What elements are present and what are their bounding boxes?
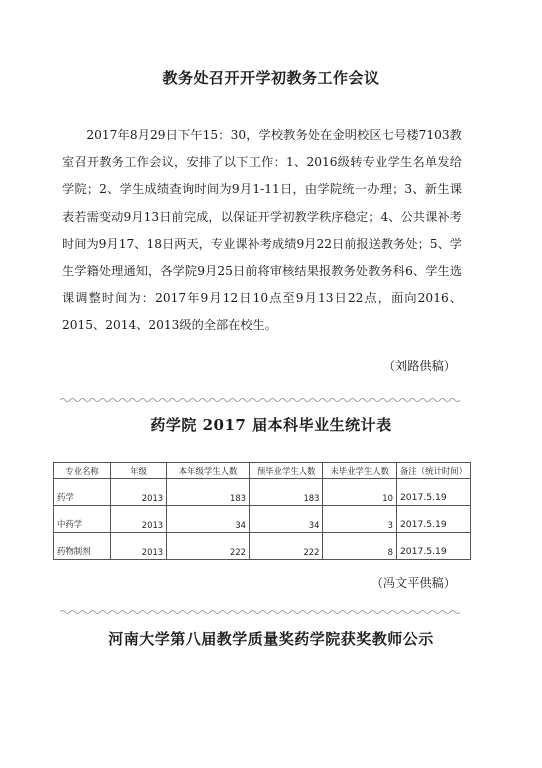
table-cell: 183	[167, 479, 250, 506]
award-notice-title: 河南大学第八届教学质量奖药学院获奖教师公示	[108, 630, 434, 648]
col-header: 本年级学生人数	[167, 463, 250, 479]
wavy-divider	[60, 397, 460, 403]
table-cell: 3	[323, 506, 396, 533]
table-cell: 222	[249, 533, 322, 560]
col-header: 备注（统计时间）	[396, 463, 470, 479]
col-header: 未毕业学生人数	[323, 463, 396, 479]
table-cell: 2017.5.19	[396, 533, 470, 560]
graduate-stats-table	[53, 462, 471, 560]
table-row	[54, 533, 471, 560]
table-cell: 8	[323, 533, 396, 560]
table-header-row	[54, 463, 471, 479]
table-cell: 中药学	[54, 506, 111, 533]
table-cell: 2013	[110, 506, 166, 533]
table-cell: 34	[167, 506, 250, 533]
table-cell: 药物制剂	[54, 533, 111, 560]
col-header: 专业名称	[54, 463, 111, 479]
table-row	[54, 479, 471, 506]
table-cell: 2017.5.19	[396, 479, 470, 506]
col-header: 年级	[110, 463, 166, 479]
table-cell: 183	[249, 479, 322, 506]
table-cell: 药学	[54, 479, 111, 506]
table-row	[54, 506, 471, 533]
table-cell: 2017.5.19	[396, 506, 470, 533]
table-cell: 34	[249, 506, 322, 533]
table-cell: 10	[323, 479, 396, 506]
wavy-divider	[60, 609, 460, 615]
graduate-stats-title: 药学院 2017 届本科毕业生统计表	[150, 416, 392, 434]
table-cell: 2013	[110, 479, 166, 506]
meeting-notice-body: 2017年8月29日下午15：30，学校教务处在金明校区七号楼7103教室召开教务工作会议，安排了以下工作：1、2016级转专业学生名单发给学院；2、学生成绩查询时间为9月1-11日，由学院统一办理；3、新生课表若需变动9月13日前完成，以保证开学初教学秩序稳定；4、公共课补考时间为9月17、18日两天，专业课补考成绩9月22日前报送教务处；5、学生学籍处理通知，各学院9月25日前将审核结果报教务处教务科6、学生选课调整时间为：2017年9月12日10点至9月13日22点，面向2016、2015、2014、2013级的全部在校生。	[62, 128, 462, 333]
table-cell: 222	[167, 533, 250, 560]
meeting-notice-title: 教务处召开开学初教务工作会议	[162, 69, 380, 87]
table-cell: 2013	[110, 533, 166, 560]
graduate-stats-credit: （冯文平供稿）	[370, 576, 456, 590]
meeting-notice-credit: （刘路供稿）	[382, 359, 456, 373]
col-header: 预毕业学生人数	[249, 463, 322, 479]
